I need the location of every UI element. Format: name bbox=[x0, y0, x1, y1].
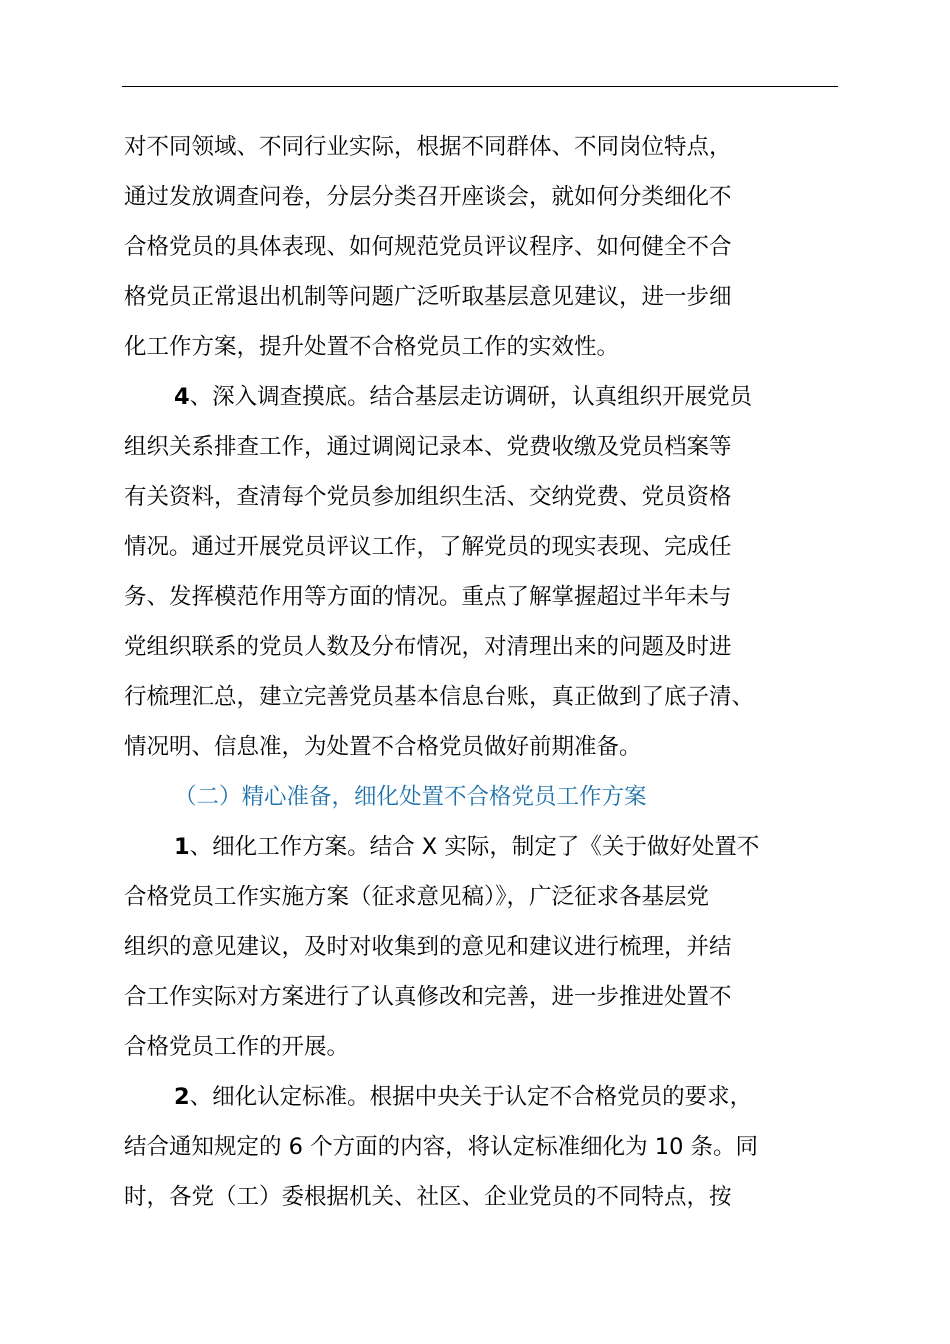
section-heading: （二）精心准备，细化处置不合格党员工作方案 bbox=[174, 784, 647, 810]
body-line: 合格党员工作实施方案（征求意见稿）》，广泛征求各基层党 bbox=[124, 884, 710, 910]
item-number: 4 bbox=[174, 384, 190, 410]
paragraph-item-1-start: 1、细化工作方案。结合 X 实际，制定了《关于做好处置不 bbox=[174, 834, 760, 860]
header-rule bbox=[122, 86, 838, 87]
body-line: 组织关系排查工作，通过调阅记录本、党费收缴及党员档案等 bbox=[124, 434, 732, 460]
body-line: 有关资料，查清每个党员参加组织生活、交纳党费、党员资格 bbox=[124, 484, 732, 510]
item-number: 2 bbox=[174, 1084, 190, 1110]
body-line: 行梳理汇总，建立完善党员基本信息台账，真正做到了底子清、 bbox=[124, 684, 755, 710]
body-line: 情况。通过开展党员评议工作，了解党员的现实表现、完成任 bbox=[124, 534, 732, 560]
body-line: 务、发挥模范作用等方面的情况。重点了解掌握超过半年未与 bbox=[124, 584, 732, 610]
body-line: 结合通知规定的 6 个方面的内容，将认定标准细化为 10 条。同 bbox=[124, 1134, 759, 1160]
body-line: 格党员正常退出机制等问题广泛听取基层意见建议，进一步细 bbox=[124, 284, 732, 310]
body-line: 对不同领域、不同行业实际，根据不同群体、不同岗位特点， bbox=[124, 134, 732, 160]
paragraph-item-4-start: 4、深入调查摸底。结合基层走访调研，认真组织开展党员 bbox=[174, 384, 753, 410]
body-line: 合工作实际对方案进行了认真修改和完善，进一步推进处置不 bbox=[124, 984, 732, 1010]
body-line: 组织的意见建议，及时对收集到的意见和建议进行梳理，并结 bbox=[124, 934, 732, 960]
body-line: 化工作方案，提升处置不合格党员工作的实效性。 bbox=[124, 334, 620, 360]
body-line: 合格党员工作的开展。 bbox=[124, 1034, 350, 1060]
body-line: 党组织联系的党员人数及分布情况，对清理出来的问题及时进 bbox=[124, 634, 732, 660]
item-number: 1 bbox=[174, 834, 190, 860]
body-line: 情况明、信息准，为处置不合格党员做好前期准备。 bbox=[124, 734, 642, 760]
paragraph-item-2-start: 2、细化认定标准。根据中央关于认定不合格党员的要求， bbox=[174, 1084, 753, 1110]
body-line: 通过发放调查问卷，分层分类召开座谈会，就如何分类细化不 bbox=[124, 184, 732, 210]
body-line: 合格党员的具体表现、如何规范党员评议程序、如何健全不合 bbox=[124, 234, 732, 260]
body-line: 时，各党（工）委根据机关、社区、企业党员的不同特点，按 bbox=[124, 1184, 732, 1210]
